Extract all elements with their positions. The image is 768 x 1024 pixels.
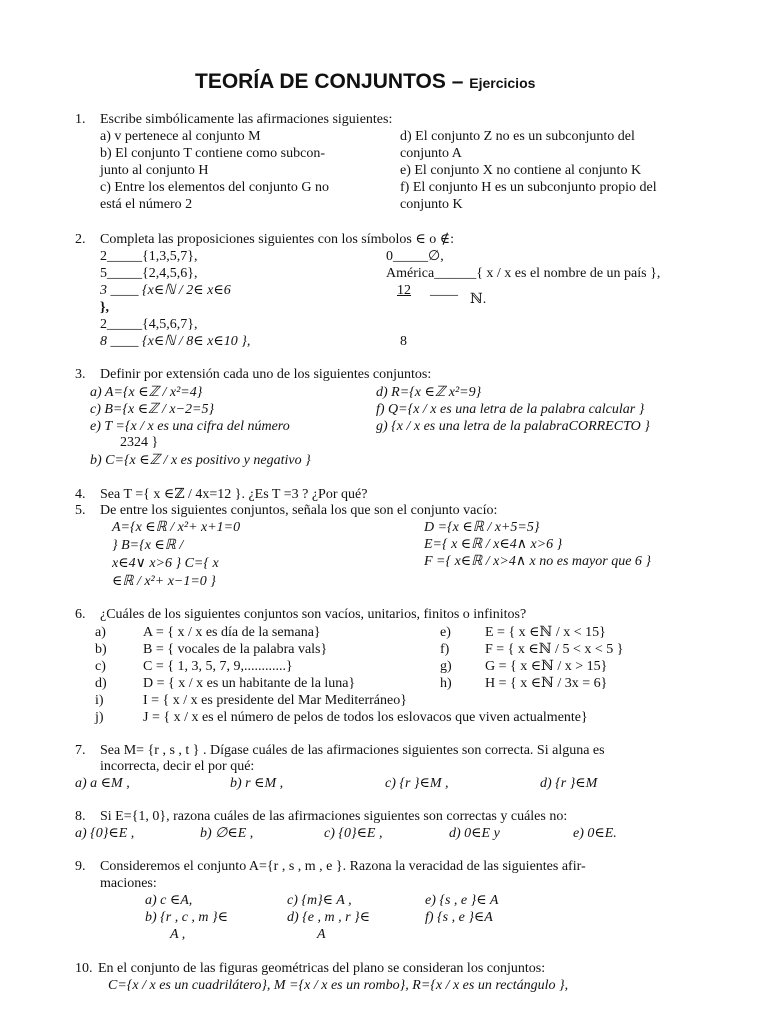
q2-r3b: ____ [430,283,458,298]
q6-number: 6. [75,607,86,622]
q6-a-label: a) [95,625,106,640]
q2-l4: }, [100,300,110,315]
q5-r3: F ={ x∈ℝ / x>4∧ x no es mayor que 6 } [424,554,652,569]
q2-l5: 2_____{4,5,6,7}, [100,317,198,332]
q1-b2: junto al conjunto H [100,163,209,178]
q5-l4: ∈ℝ / x²+ x−1=0 } [112,574,216,589]
q6-j-text: J = { x / x es el número de pelos de todos los eslovacos que viven actualmente} [143,710,588,725]
q1-b1: b) El conjunto T contiene como subcon- [100,146,325,161]
q6-c-text: C = { 1, 3, 5, 7, 9,............} [143,659,293,674]
q2-r3a: 12 [397,283,411,298]
q9-number: 9. [75,859,86,874]
q6-d-label: d) [95,676,107,691]
q2-text: Completa las proposiciones siguientes con los símbolos ∈ o ∉: [100,232,454,247]
q6-f-label: f) [440,642,450,657]
title-dash: – [451,70,464,93]
q1-d2: conjunto A [400,146,462,161]
q1-f2: conjunto K [400,197,463,212]
q3-f: f) Q={x / x es una letra de la palabra calcular } [376,402,645,417]
q2-l3: 3 ____ {x∈ℕ / 2∈ x∈6 [100,283,231,298]
q3-e2: 2324 } [120,435,159,450]
q3-c: c) B={x ∈ℤ / x−2=5} [90,402,215,417]
q3-b: b) C={x ∈ℤ / x es positivo y negativo } [90,453,311,468]
q10-line2: C={x / x es un cuadrilátero}, M ={x / x es un rombo}, R={x / x es un rectángulo }, [108,978,569,993]
q3-d: d) R={x ∈ℤ x²=9} [376,385,482,400]
q1-f1: f) El conjunto H es un subconjunto propio del [400,180,657,195]
q9-b2: A , [170,927,186,942]
q6-e-text: E = { x ∈ℕ / x < 15} [485,625,606,640]
q6-j-label: j) [95,710,104,725]
q1-a: a) v pertenece al conjunto M [100,129,261,144]
q6-f-text: F = { x ∈ℕ / 5 < x < 5 } [485,642,624,657]
q9-d2: A [317,927,326,942]
q5-number: 5. [75,503,86,518]
q8-number: 8. [75,809,86,824]
q6-i-text: I = { x / x es presidente del Mar Mediterráneo} [143,693,407,708]
q7-a: a) a ∈M , [75,776,130,791]
q2-r2: América______{ x / x es el nombre de un país }, [386,266,661,281]
q9-a: a) c ∈A, [145,893,193,908]
q1-number: 1. [75,112,86,127]
q1-c1: c) Entre los elementos del conjunto G no [100,180,329,195]
q9-d1: d) {e , m , r }∈ [287,910,370,925]
q3-e1: e) T ={x / x es una cifra del número [90,419,290,434]
q6-c-label: c) [95,659,106,674]
q5-l3: x∈4∨ x>6 } C={ x [112,556,219,571]
q2-l2: 5_____{2,4,5,6}, [100,266,198,281]
q9-line1: Consideremos el conjunto A={r , s , m , e }. Razona la veracidad de las siguientes afir- [100,859,586,874]
q6-i-label: i) [95,693,104,708]
q7-number: 7. [75,743,86,758]
q9-c: c) {m}∈ A , [287,893,352,908]
q8-b: b) ∅∈E , [200,826,254,841]
q10-text: En el conjunto de las figuras geométricas del plano se consideran los conjuntos: [98,961,546,976]
q2-l1: 2_____{1,3,5,7}, [100,249,198,264]
q1-c2: está el número 2 [100,197,193,212]
q8-a: a) {0}∈E , [75,826,135,841]
q7-b: b) r ∈M , [230,776,284,791]
q5-l1: A={x ∈ℝ / x²+ x+1=0 [112,520,241,535]
q9-line2: maciones: [100,876,157,891]
q3-a: a) A={x ∈ℤ / x²=4} [90,385,203,400]
q5-r2: E={ x ∈ℝ / x∈4∧ x>6 } [424,537,563,552]
q6-b-label: b) [95,642,107,657]
q6-h-text: H = { x ∈ℕ / 3x = 6} [485,676,608,691]
q10-number: 10. [75,961,93,976]
q7-d: d) {r }∈M [540,776,598,791]
q5-text: De entre los siguientes conjuntos, señala los que son el conjunto vacío: [100,503,498,518]
q7-line1: Sea M= {r , s , t } . Dígase cuáles de las afirmaciones siguientes son correcta. Si alguna es [100,743,605,758]
q2-number: 2. [75,232,86,247]
q8-e: e) 0∈E. [573,826,617,841]
q2-r6: 8 [400,334,407,349]
q6-a-text: A = { x / x es día de la semana} [143,625,321,640]
title-sub: Ejercicios [469,75,536,91]
q9-b1: b) {r , c , m }∈ [145,910,228,925]
q3-text: Definir por extensión cada uno de los siguientes conjuntos: [100,367,432,382]
q1-e: e) El conjunto X no contiene al conjunto K [400,163,642,178]
q4-text: Sea T ={ x ∈ℤ / 4x=12 }. ¿Es T =3 ? ¿Por qué? [100,487,368,502]
q6-e-label: e) [440,625,451,640]
q2-r1: 0_____∅, [386,249,444,264]
q3-g: g) {x / x es una letra de la palabraCORRECTO } [376,419,650,434]
q6-h-label: h) [440,676,452,691]
q6-text: ¿Cuáles de los siguientes conjuntos son vacíos, unitarios, finitos o infinitos? [100,607,527,622]
q9-f: f) {s , e }∈A [425,910,493,925]
q6-g-text: G = { x ∈ℕ / x > 15} [485,659,608,674]
q5-r1: D ={x ∈ℝ / x+5=5} [424,520,540,535]
q8-d: d) 0∈E y [449,826,500,841]
q8-text: Si E={1, 0}, razona cuáles de las afirmaciones siguientes son correctas y cuáles no: [100,809,568,824]
page-title [195,70,535,95]
q8-c: c) {0}∈E , [324,826,383,841]
q3-number: 3. [75,367,86,382]
q6-d-text: D = { x / x es un habitante de la luna} [143,676,356,691]
q7-line2: incorrecta, decir el por qué: [100,759,255,774]
q1-text: Escribe simbólicamente las afirmaciones siguientes: [100,112,393,127]
q4-number: 4. [75,487,86,502]
q9-e: e) {s , e }∈ A [425,893,499,908]
q5-l2: } B={x ∈ℝ / [112,538,184,553]
q6-g-label: g) [440,659,452,674]
q7-c: c) {r }∈M , [385,776,449,791]
q2-l6: 8 ____ {x∈ℕ / 8∈ x∈10 }, [100,334,251,349]
q1-d1: d) El conjunto Z no es un subconjunto del [400,129,635,144]
title-main: TEORÍA DE CONJUNTOS [195,70,446,93]
q6-b-text: B = { vocales de la palabra vals} [143,642,328,657]
q2-r4: ℕ. [470,292,487,307]
